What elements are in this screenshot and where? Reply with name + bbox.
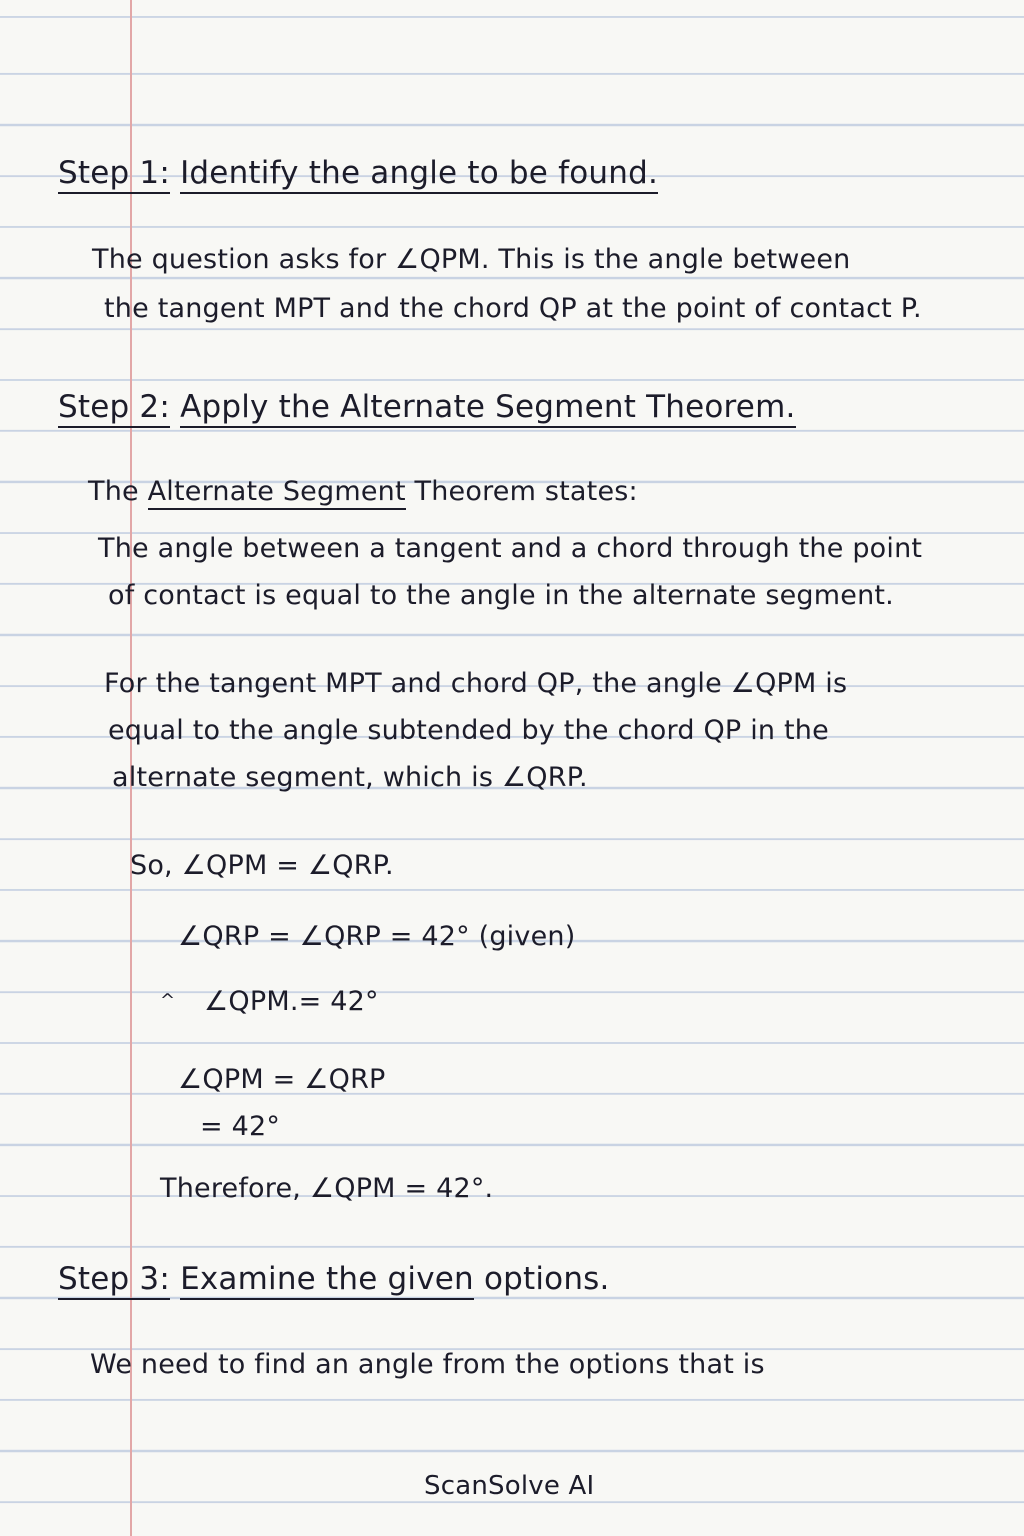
step2-intro-under: Alternate Segment bbox=[148, 476, 406, 510]
step1-line1: The question asks for ∠QPM. This is the angle between bbox=[92, 244, 851, 275]
step3-title-rest: options. bbox=[473, 1261, 610, 1297]
step3-line1: We need to find an angle from the options that is bbox=[90, 1349, 765, 1380]
step1-prefix: Step 1: bbox=[58, 155, 170, 194]
theorem-line2: of contact is equal to the angle in the alternate segment. bbox=[108, 580, 894, 611]
eq-line3: ∠QPM = ∠QRP bbox=[178, 1064, 386, 1095]
para-line3: alternate segment, which is ∠QRP. bbox=[112, 762, 588, 793]
step3-heading bbox=[58, 1262, 610, 1296]
theorem-line1: The angle between a tangent and a chord through the point bbox=[98, 533, 923, 564]
step3-prefix: Step 3: bbox=[58, 1261, 170, 1300]
eq-line2: ∠QPM.= 42° bbox=[204, 986, 379, 1017]
footer-brand: ScanSolve AI bbox=[424, 1471, 595, 1501]
eq-line4: = 42° bbox=[200, 1111, 281, 1142]
therefore-line: Therefore, ∠QPM = 42°. bbox=[160, 1173, 494, 1204]
para-line1: For the tangent MPT and chord QP, the angle ∠QPM is bbox=[104, 668, 848, 699]
step1-title: Identify the angle to be found. bbox=[180, 155, 658, 194]
step2-heading bbox=[58, 390, 796, 424]
step2-title: Apply the Alternate Segment Theorem. bbox=[180, 389, 795, 428]
caret-mark: ^ bbox=[160, 990, 176, 1011]
so-line: So, ∠QPM = ∠QRP. bbox=[130, 850, 394, 881]
eq-line1: ∠QRP = ∠QRP = 42° (given) bbox=[178, 921, 576, 952]
step2-intro-post: Theorem states: bbox=[405, 476, 638, 507]
step2-intro bbox=[88, 475, 638, 509]
step2-prefix: Step 2: bbox=[58, 389, 170, 428]
step1-line2: the tangent MPT and the chord QP at the point of contact P. bbox=[104, 293, 922, 324]
step3-title-under: Examine the given bbox=[180, 1261, 474, 1300]
step2-intro-pre: The bbox=[88, 476, 148, 507]
para-line2: equal to the angle subtended by the chord QP in the bbox=[108, 715, 829, 746]
step1-heading bbox=[58, 156, 658, 190]
